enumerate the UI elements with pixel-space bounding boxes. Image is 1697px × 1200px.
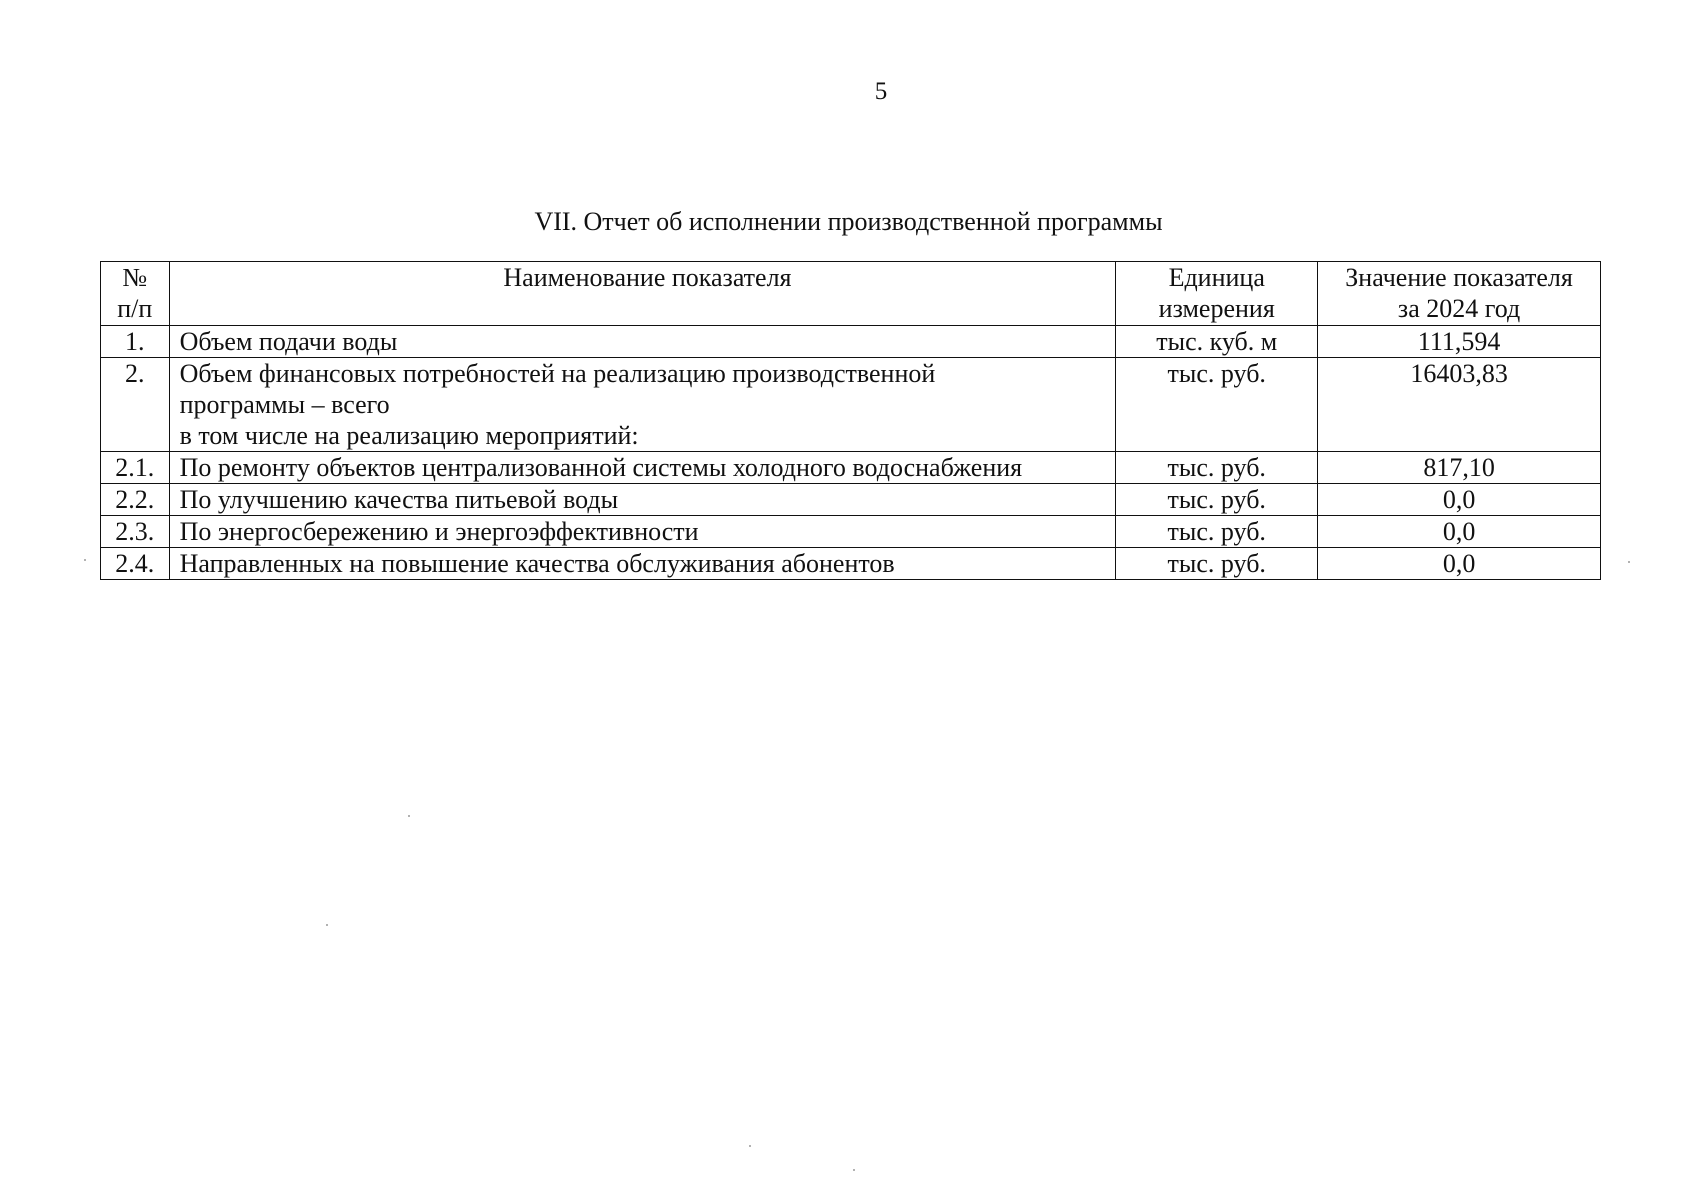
row-value: 817,10 — [1318, 452, 1601, 484]
row-unit: тыс. руб. — [1116, 484, 1318, 516]
table-header-row — [101, 262, 1601, 326]
header-indicator-name — [169, 262, 1116, 326]
row-indicator-name-line: Объем подачи воды — [179, 327, 398, 356]
scan-speck — [1628, 561, 1630, 563]
scan-speck — [408, 815, 410, 817]
row-value: 111,594 — [1318, 326, 1601, 358]
row-number: 2.4. — [101, 548, 170, 580]
row-indicator-name-line: программы – всего — [179, 390, 390, 419]
row-indicator-name — [169, 326, 1116, 358]
table-row — [101, 516, 1601, 548]
table-row — [101, 326, 1601, 358]
row-number: 1. — [101, 326, 170, 358]
row-value: 0,0 — [1318, 484, 1601, 516]
row-indicator-name-line: в том числе на реализацию мероприятий: — [179, 421, 639, 450]
row-indicator-name — [169, 548, 1116, 580]
row-indicator-name — [169, 516, 1116, 548]
scan-speck — [326, 924, 328, 926]
row-indicator-name-line: Объем финансовых потребностей на реализацию производственной — [179, 359, 936, 388]
header-value — [1318, 262, 1601, 326]
row-number: 2.3. — [101, 516, 170, 548]
row-unit: тыс. куб. м — [1116, 326, 1318, 358]
header-value-line2: за 2024 год — [1397, 294, 1521, 323]
row-indicator-name — [169, 484, 1116, 516]
header-number-line2: п/п — [117, 294, 153, 323]
row-unit: тыс. руб. — [1116, 548, 1318, 580]
table-row — [101, 548, 1601, 580]
row-number: 2. — [101, 358, 170, 452]
row-indicator-name-line: По ремонту объектов централизованной системы холодного водоснабжения — [179, 453, 1023, 482]
table-row — [101, 484, 1601, 516]
row-indicator-name-line: Направленных на повышение качества обслуживания абонентов — [179, 549, 895, 578]
page-number: 5 — [874, 78, 888, 105]
production-program-report-table — [100, 261, 1601, 580]
table-row — [101, 358, 1601, 452]
scan-speck — [84, 559, 86, 561]
row-indicator-name — [169, 358, 1116, 452]
row-value: 0,0 — [1318, 516, 1601, 548]
row-value: 16403,83 — [1318, 358, 1601, 452]
row-indicator-name-line: По улучшению качества питьевой воды — [179, 485, 619, 514]
header-unit — [1116, 262, 1318, 326]
header-value-line1: Значение показателя — [1345, 263, 1573, 292]
row-unit: тыс. руб. — [1116, 358, 1318, 452]
row-number: 2.2. — [101, 484, 170, 516]
scan-speck — [749, 1145, 751, 1147]
header-number-line1: № — [122, 263, 148, 292]
row-indicator-name-line: По энергосбережению и энергоэффективности — [179, 517, 699, 546]
row-number: 2.1. — [101, 452, 170, 484]
row-value: 0,0 — [1318, 548, 1601, 580]
scan-speck — [853, 1169, 855, 1171]
header-unit-line1: Единица — [1168, 263, 1265, 292]
header-unit-line2: измерения — [1158, 294, 1275, 323]
section-title: VII. Отчет об исполнении производственной программы — [534, 207, 1163, 236]
header-number — [101, 262, 170, 326]
row-unit: тыс. руб. — [1116, 452, 1318, 484]
header-indicator-name-text: Наименование показателя — [503, 263, 792, 292]
row-indicator-name — [169, 452, 1116, 484]
row-unit: тыс. руб. — [1116, 516, 1318, 548]
table-row — [101, 452, 1601, 484]
